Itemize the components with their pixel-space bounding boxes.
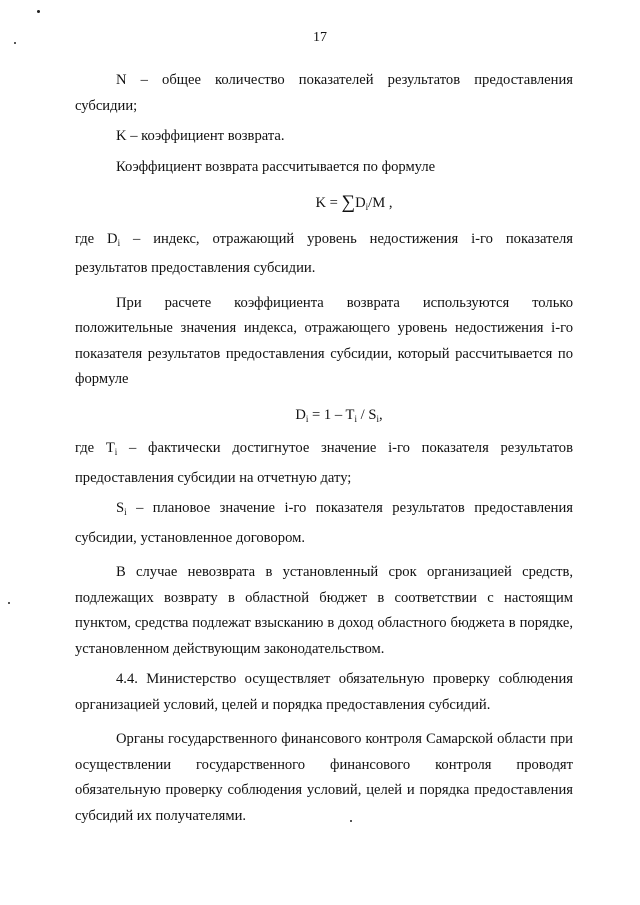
ti-prefix: где T bbox=[75, 440, 115, 456]
si-text: – плановое значение i-го показателя результатов предоставления субсидии, установленное договором. bbox=[75, 500, 573, 546]
si-sub: i bbox=[124, 507, 127, 517]
si-prefix: S bbox=[116, 500, 125, 516]
page-number: 17 bbox=[313, 30, 327, 45]
formula-di-dsub: i bbox=[305, 413, 309, 424]
formula-k-lhs: K = bbox=[315, 195, 342, 211]
sigma-symbol: ∑ bbox=[341, 192, 356, 213]
ti-sub: i bbox=[114, 447, 118, 457]
document-body bbox=[75, 68, 573, 829]
ti-text: – фактически достигнутое значение i-го показателя результатов предоставления субсидии на отчетную дату; bbox=[75, 440, 573, 486]
paragraph-si-definition bbox=[75, 496, 573, 551]
di-sub: i bbox=[117, 237, 121, 248]
formula-di-tsub: i bbox=[354, 413, 357, 424]
paragraph-ti-definition bbox=[75, 436, 573, 491]
paragraph-4-4: 4.4. Министерство осуществляет обязательную проверку соблюдения организацией условий, целей и порядка предоставления субсидий. bbox=[75, 671, 573, 713]
scan-speck bbox=[37, 10, 40, 13]
paragraph-k-definition: K – коэффициент возврата. bbox=[116, 128, 285, 144]
paragraph-di-definition bbox=[75, 227, 573, 282]
paragraph-n-definition: N – общее количество показателей результатов предоставления субсидии; bbox=[75, 72, 573, 114]
formula-di-end: , bbox=[378, 406, 383, 423]
formula-di bbox=[75, 403, 573, 433]
scan-speck bbox=[8, 602, 10, 604]
formula-di-slash: / S bbox=[357, 406, 377, 423]
formula-k bbox=[75, 190, 573, 221]
di-prefix: где D bbox=[75, 230, 118, 247]
paragraph-formula-intro: Коэффициент возврата рассчитывается по формуле bbox=[116, 158, 436, 175]
paragraph-calculation: При расчете коэффициента возврата используются только положительные значения индекса, отражающего уровень недостижения i-го показателя результатов предоставления субсидии, который рассчитывается по формуле bbox=[75, 294, 573, 387]
formula-di-mid: = 1 – T bbox=[308, 406, 355, 423]
formula-di-d: D bbox=[295, 406, 306, 423]
paragraph-control-bodies: Органы государственного финансового контроля Самарской области при осуществлении государственного финансового контроля проводят обязательную проверку соблюдения условий, целей и порядка предоставления субсидий их получателями. bbox=[75, 731, 573, 824]
formula-di-ssub: i bbox=[376, 413, 379, 424]
formula-k-rest: /M , bbox=[368, 195, 393, 211]
formula-k-var: D bbox=[355, 195, 366, 211]
formula-k-sub: i bbox=[365, 202, 369, 212]
di-text: – индекс, отражающий уровень недостижения i-го показателя результатов предоставления субсидии. bbox=[75, 230, 573, 276]
paragraph-non-return: В случае невозврата в установленный срок организацией средств, подлежащих возврату в областной бюджет в соответствии с настоящим пунктом, средства подлежат взысканию в доход областного бюджета в порядке, установленном действующим законодательством. bbox=[75, 564, 573, 657]
